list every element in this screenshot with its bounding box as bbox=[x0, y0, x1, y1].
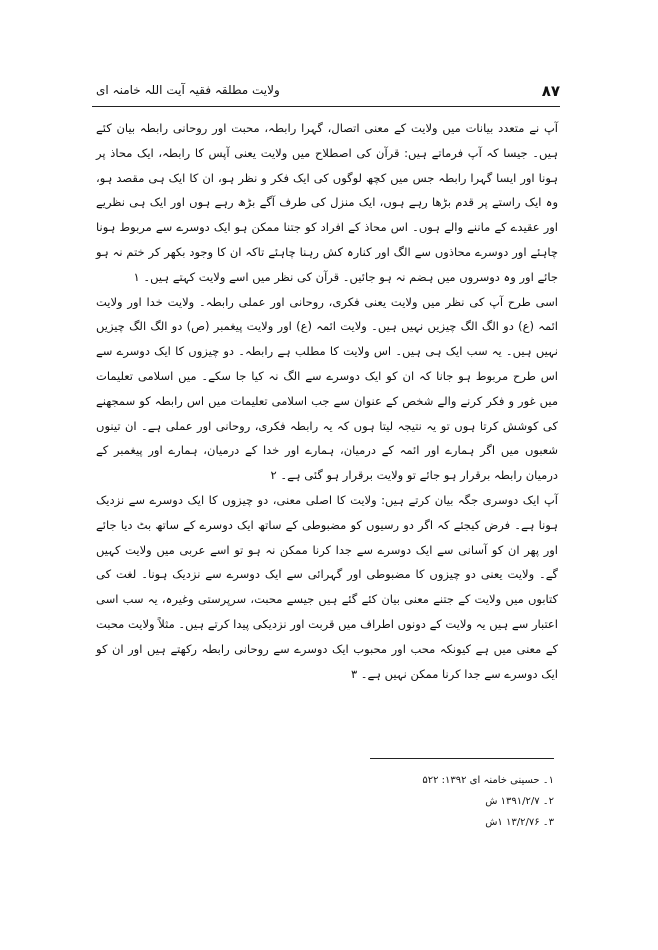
body-text bbox=[96, 116, 558, 686]
footnote: ۱۔ حسینی خامنہ ای ۱۳۹۲: ۵۲۲ bbox=[422, 775, 554, 786]
page-header bbox=[92, 80, 560, 104]
header-divider bbox=[92, 106, 560, 107]
footnote: ۲۔ ۱۳۹۱/۲/۷ ش bbox=[485, 796, 554, 807]
footnote: ۳۔ ۱۳/۲/۷۶ ۱ش bbox=[485, 817, 554, 828]
paragraph: اسی طرح آپ کی نظر میں ولایت یعنی فکری، روحانی اور عملی رابطہ۔ ولایت خدا اور ولایت ائمہ (ع) دو الگ الگ چیزیں نہیں ہیں۔ ولایت ائمہ (ع) اور ولایت پیغمبر (ص) دو الگ الگ چیزیں نہیں ہیں۔ یہ سب ایک ہی ہیں۔ اس ولایت کا مطلب ہے رابطہ۔ دو چیزوں کا ایک دوسرے سے اس طرح مربوط ہو جانا کہ ان کو ایک دوسرے سے الگ نہ کیا جا سکے۔ میں اسلامی تعلیمات میں غور و فکر کرنے والے شخص کے عنوان سے جب اسلامی تعلیمات میں اس رابطہ کو سمجھنے کی کوشش کرتا ہوں تو یہ نتیجہ لیتا ہوں کہ یہ رابطہ فکری، روحانی اور عملی ہے۔ ان تینوں شعبوں میں اگر ہمارے اور ائمہ کے درمیان، ہمارے اور خدا کے درمیان، ہمارے اور پیغمبر کے درمیان رابطہ برقرار ہو جائے تو ولایت برقرار ہو گئی ہے۔ ۲ bbox=[96, 294, 558, 483]
footnotes bbox=[200, 770, 554, 833]
running-title: ولایت مطلقہ فقیہ آیت اللہ خامنہ ای bbox=[96, 83, 280, 97]
page-number: ۸۷ bbox=[541, 82, 560, 100]
footnote-divider bbox=[370, 758, 554, 759]
paragraph: آپ نے متعدد بیانات میں ولایت کے معنی اتصال، گہرا رابطہ، محبت اور روحانی رابطہ بیان کئے ہیں۔ جیسا کہ آپ فرماتے ہیں: قرآن کی اصطلاح میں ولایت یعنی آپس کا رابطہ، ایک محاذ پر ہونا اور ایسا گہرا رابطہ جس میں کچھ لوگوں کی ایک فکر و نظر ہو، ان کا ایک ہی مقصد ہو، وہ ایک راستے پر قدم بڑھا رہے ہوں، ایک منزل کی طرف آگے بڑھ رہے ہوں اور ایک ہی نظریے اور عقیدے کے ماننے والے ہوں۔ اس محاذ کے افراد کو جتنا ممکن ہو ایک دوسرے سے مربوط ہونا چاہئے اور دوسرے محاذوں سے الگ اور کنارہ کش رہنا چاہئے تاکہ ان کا وجود بکھر کر ختم نہ ہو جائے اور وہ دوسروں میں ہضم نہ ہو جائیں۔ قرآن کی نظر میں اسے ولایت کہتے ہیں۔ ۱ bbox=[96, 121, 558, 284]
paragraph: آپ ایک دوسری جگہ بیان کرتے ہیں: ولایت کا اصلی معنی، دو چیزوں کا ایک دوسرے سے نزدیک ہونا ہے۔ فرض کیجئے کہ اگر دو رسیوں کو مضبوطی کے ساتھ ایک دوسرے کے ساتھ بٹ دیا جائے اور پھر ان کو آسانی سے ایک دوسرے سے جدا کرنا ممکن نہ ہو تو اسے عربی میں ولایت کہیں گے۔ ولایت یعنی دو چیزوں کا مضبوطی اور گہرائی سے ایک دوسرے سے نزدیک ہونا۔ لغت کی کتابوں میں ولایت کے جتنے معنی بیان کئے گئے ہیں جیسے محبت، سرپرستی وغیرہ، یہ سب اسی اعتبار سے ہیں یہ ولایت کے دونوں اطراف میں قربت اور نزدیکی پیدا کرتے ہیں۔ مثلاً ولایت محبت کے معنی میں ہے کیونکہ محب اور محبوب ایک دوسرے سے روحانی رابطہ رکھتے ہیں اور ان کو ایک دوسرے سے جدا کرنا ممکن نہیں ہے۔ ۳ bbox=[96, 492, 558, 681]
